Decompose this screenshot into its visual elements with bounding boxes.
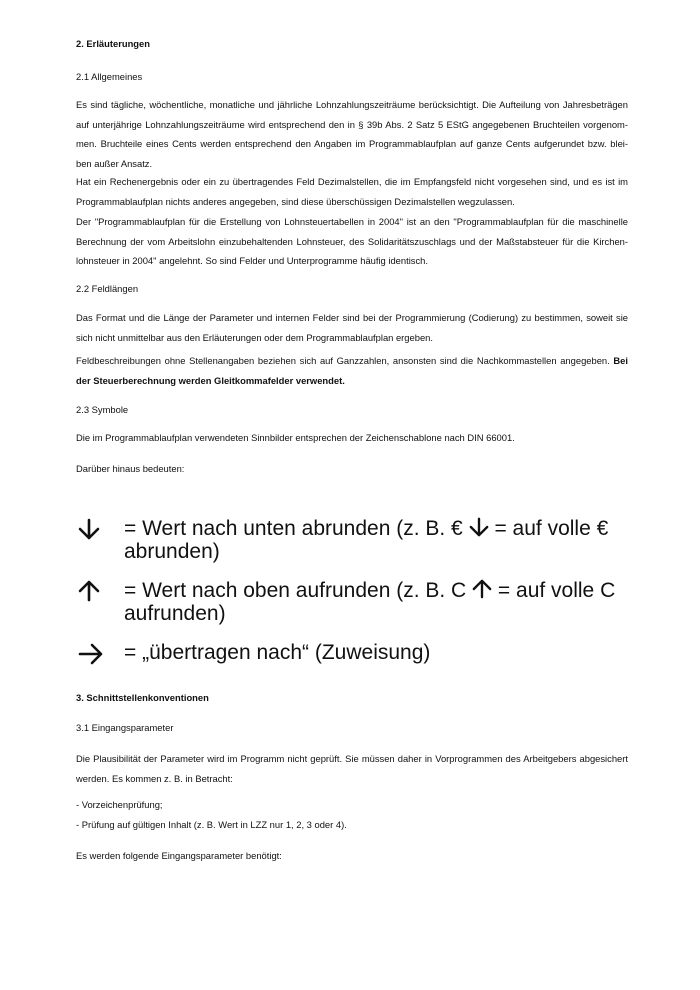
text-line: lohnsteuer in 2004" angelehnt. So sind Felder und Unterprogramme häufig identisch. (76, 255, 428, 267)
paragraph-general-3 (76, 212, 628, 271)
subsection-3-1-title: 3.1 Eingangsparameter (76, 722, 174, 733)
text-line: auf unterjährige Lohnzahlungszeiträume wird entsprechend den in § 39b Abs. 2 Satz 5 EStG angegebenen Bruchteilen vorgenom- (76, 118, 628, 130)
arrow-down-icon (469, 516, 489, 538)
text-line: Der "Programmablaufplan für die Erstellung von Lohnsteuertabellen in 2004" ist an den "Programmablaufplan für die maschinelle (76, 216, 628, 227)
subsection-2-3-title: 2.3 Symbole (76, 404, 129, 415)
symbol-round-up (76, 578, 636, 626)
symbol-text-continuation: aufrunden) (124, 602, 226, 625)
symbol-text: = auf volle € (494, 517, 609, 540)
text-line: sich nicht unmittelbar aus den Erläuterungen oder dem Programmablaufplan ergeben. (76, 331, 433, 343)
paragraph-symbols-2: Darüber hinaus bedeuten: (76, 463, 185, 474)
arrow-down-icon (78, 518, 100, 540)
text-line: Berechnung der vom Arbeitslohn einzubehaltenden Lohnsteuer, des Solidaritätszuschlags und der Maßstabsteuer für die Kirchen- (76, 235, 628, 247)
symbol-text: = auf volle C (497, 579, 616, 602)
paragraph-general-2 (76, 172, 628, 211)
text-line: Es sind tägliche, wöchentliche, monatliche und jährliche Lohnzahlungszeiträume berücksichtigt. Die Aufteilung von Jahresbeträgen (76, 99, 628, 110)
list-item: - Prüfung auf gültigen Inhalt (z. B. Wert in LZZ nur 1, 2, 3 oder 4). (76, 818, 347, 830)
symbol-text: = Wert nach unten abrunden (z. B. € (124, 517, 463, 540)
text-line: men. Bruchteile eines Cents werden entsprechend den Angaben im Programmablaufplan auf ganze Cents aufgerundet bzw. blei- (76, 138, 628, 150)
text-line: Programmablaufplan nichts anderes angegeben, sind diese überschüssigen Dezimalstellen wegzulassen. (76, 195, 515, 207)
list-item: - Vorzeichenprüfung; (76, 799, 163, 810)
arrow-right-icon (78, 643, 104, 665)
section-2-heading: 2. Erläuterungen (76, 38, 150, 49)
symbol-text-line (124, 578, 615, 603)
paragraph-symbols-1: Die im Programmablaufplan verwendeten Sinnbilder entsprechen der Zeichenschablone nach DIN 66001. (76, 432, 515, 443)
text-normal: Feldbeschreibungen ohne Stellenangaben beziehen sich auf Ganzzahlen, ansonsten sind die Nachkommastellen angegeben. (76, 355, 610, 366)
text-line: Hat ein Rechenergebnis oder ein zu übertragendes Feld Dezimalstellen, die im Empfangsfeld nicht vorgesehen sind, und es ist im (76, 176, 628, 187)
subsection-2-2-title: 2.2 Feldlängen (76, 283, 139, 294)
arrow-up-icon (472, 578, 492, 600)
text-line-bold: der Steuerberechnung werden Gleitkommafelder verwendet. (76, 374, 345, 386)
symbol-text-continuation: abrunden) (124, 540, 220, 563)
symbol-assign (76, 641, 636, 665)
text-bold: Bei (613, 355, 628, 366)
symbol-text: = Wert nach oben aufrunden (z. B. C (124, 579, 467, 602)
symbol-round-down (76, 516, 636, 564)
paragraph-input-1 (76, 749, 628, 788)
section-3-heading: 3. Schnittstellenkonventionen (76, 692, 209, 703)
subsection-2-1-title: 2.1 Allgemeines (76, 71, 143, 82)
arrow-up-icon (78, 580, 100, 602)
paragraph-field-lengths-2 (76, 351, 628, 390)
text-line: ben außer Ansatz. (76, 158, 153, 170)
paragraph-field-lengths-1 (76, 308, 628, 347)
check-list (76, 795, 628, 834)
symbol-text: = „übertragen nach“ (Zuweisung) (124, 641, 431, 664)
text-line: Die Plausibilität der Parameter wird im Programm nicht geprüft. Sie müssen daher in Vorprogrammen des Arbeitgebers abgesichert (76, 753, 628, 764)
symbol-text-line (124, 516, 608, 541)
text-line: Das Format und die Länge der Parameter und internen Felder sind bei der Programmierung (Codierung) zu bestimmen, soweit sie (76, 312, 628, 323)
paragraph-general-1 (76, 95, 628, 174)
text-line: werden. Es kommen z. B. in Betracht: (76, 772, 233, 784)
paragraph-input-2: Es werden folgende Eingangsparameter benötigt: (76, 850, 282, 861)
text-line (76, 351, 628, 371)
